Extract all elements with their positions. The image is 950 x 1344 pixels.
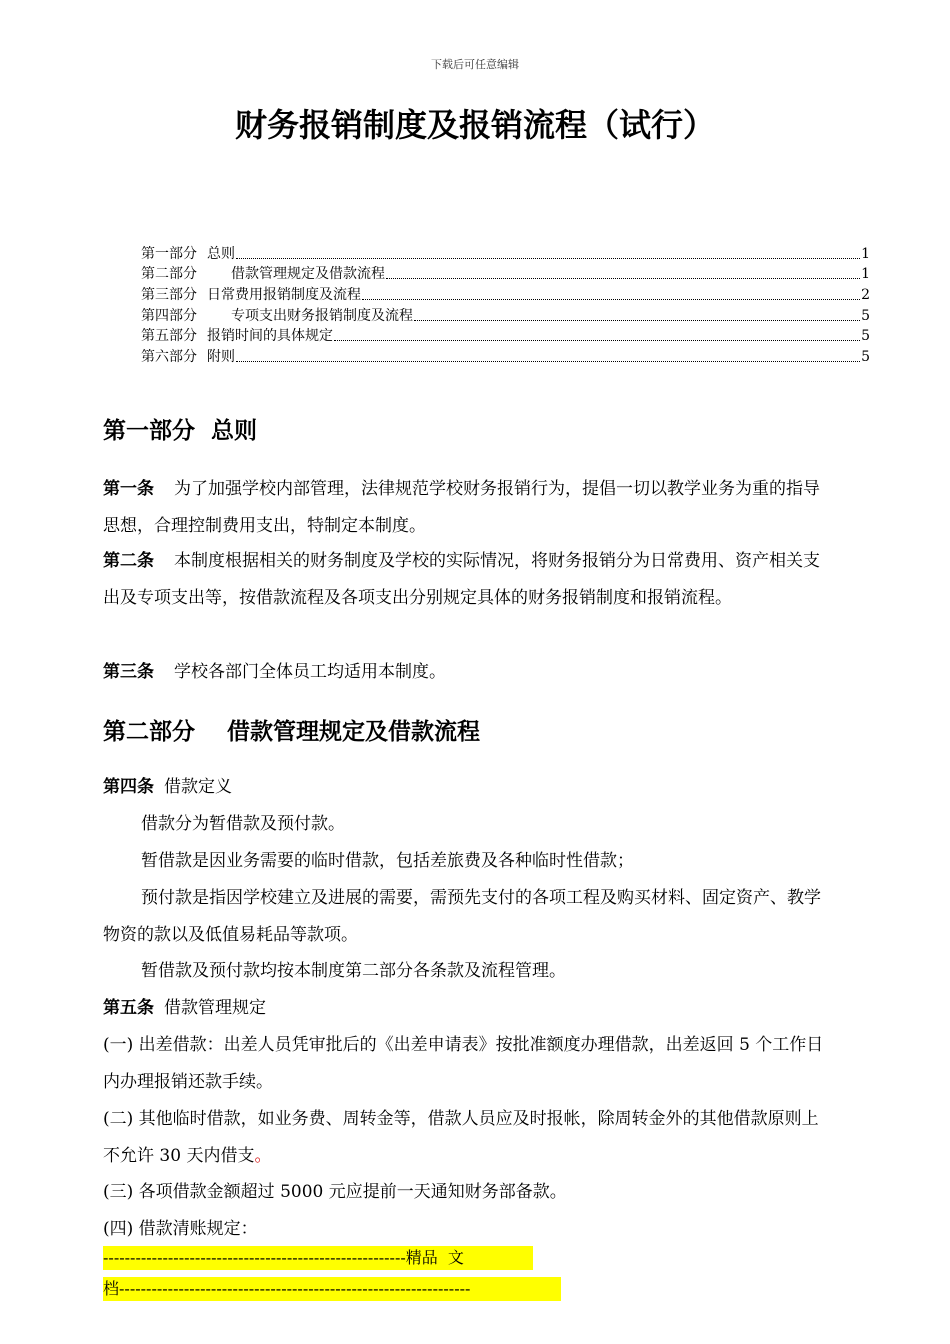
article-label: 第二条 bbox=[103, 551, 154, 571]
article-text: 为了加强学校内部管理，法律规范学校财务报销行为，提倡一切以教学业务为重的指导思想，合理控制费用支出，特制定本制度。 bbox=[103, 479, 820, 536]
article-text: 借款管理规定 bbox=[164, 998, 266, 1018]
article-1 bbox=[103, 471, 833, 545]
paragraph: 预付款是指因学校建立及进展的需要，需预先支付的各项工程及购买材料、固定资产、教学物资的款以及低值易耗品等款项。 bbox=[103, 888, 821, 945]
footer-line-1: --------------------------------------------------------精品 文 bbox=[103, 1246, 533, 1270]
toc-section-name: 附则 bbox=[207, 349, 235, 366]
toc-dot-leader bbox=[386, 277, 860, 279]
article-4 bbox=[103, 769, 833, 806]
toc-section-name: 总则 bbox=[207, 245, 235, 262]
article-text: 借款定义 bbox=[164, 777, 232, 797]
toc-section-name: 日常费用报销制度及流程 bbox=[207, 287, 361, 304]
article-2 bbox=[103, 543, 833, 617]
toc-row[interactable] bbox=[141, 305, 870, 326]
header-note: 下载后可任意编辑 bbox=[431, 58, 519, 71]
toc-section-name: 报销时间的具体规定 bbox=[207, 328, 333, 345]
toc-page-number: 5 bbox=[861, 307, 870, 324]
toc-part-label: 第二部分 bbox=[141, 266, 197, 283]
toc-page-number: 5 bbox=[861, 328, 870, 345]
footer-line-2: 档----------------------------------------------------------------- bbox=[103, 1277, 561, 1301]
paragraph: 暂借款及预付款均按本制度第二部分各条款及流程管理。 bbox=[141, 961, 566, 981]
toc-row[interactable] bbox=[141, 243, 870, 264]
toc-part-label: 第三部分 bbox=[141, 287, 197, 304]
toc-part-label: 第一部分 bbox=[141, 245, 197, 262]
table-of-contents bbox=[141, 243, 870, 367]
toc-page-number: 2 bbox=[861, 287, 870, 304]
toc-row[interactable] bbox=[141, 264, 870, 285]
toc-dot-leader bbox=[236, 360, 860, 362]
toc-section-name: 专项支出财务报销制度及流程 bbox=[231, 307, 413, 324]
list-item-3: (三) 各项借款金额超过 5000 元应提前一天通知财务部备款。 bbox=[103, 1182, 567, 1202]
list-item-4: (四) 借款清账规定： bbox=[103, 1219, 258, 1239]
article-3 bbox=[103, 654, 833, 691]
article-5 bbox=[103, 990, 833, 1027]
toc-dot-leader bbox=[236, 257, 860, 259]
toc-part-label: 第四部分 bbox=[141, 307, 197, 324]
article-label: 第三条 bbox=[103, 662, 154, 682]
toc-row[interactable] bbox=[141, 284, 870, 305]
toc-page-number: 5 bbox=[861, 349, 870, 366]
document-title: 财务报销制度及报销流程（试行） bbox=[234, 106, 715, 144]
article-label: 第一条 bbox=[103, 479, 154, 499]
section-heading-2: 第二部分 借款管理规定及借款流程 bbox=[103, 719, 481, 745]
paragraph: 借款分为暂借款及预付款。 bbox=[141, 814, 345, 834]
article-label: 第五条 bbox=[103, 998, 154, 1018]
toc-page-number: 1 bbox=[861, 245, 870, 262]
red-period: 。 bbox=[254, 1146, 272, 1166]
list-item-1: (一) 出差借款：出差人员凭审批后的《出差申请表》按批准额度办理借款，出差返回 5 个工作日内办理报销还款手续。 bbox=[103, 1035, 824, 1092]
toc-dot-leader bbox=[414, 319, 860, 321]
toc-page-number: 1 bbox=[861, 266, 870, 283]
list-item-2 bbox=[103, 1101, 833, 1175]
section-heading-1: 第一部分 总则 bbox=[103, 418, 258, 444]
footer-watermark bbox=[103, 1246, 561, 1308]
toc-dot-leader bbox=[334, 339, 860, 341]
article-label: 第四条 bbox=[103, 777, 154, 797]
article-text: 学校各部门全体员工均适用本制度。 bbox=[174, 662, 446, 682]
article-text: 本制度根据相关的财务制度及学校的实际情况，将财务报销分为日常费用、资产相关支出及专项支出等，按借款流程及各项支出分别规定具体的财务报销制度和报销流程。 bbox=[103, 551, 820, 608]
toc-part-label: 第六部分 bbox=[141, 349, 197, 366]
toc-dot-leader bbox=[362, 298, 860, 300]
toc-row[interactable] bbox=[141, 346, 870, 367]
toc-section-name: 借款管理规定及借款流程 bbox=[231, 266, 385, 283]
paragraph: 暂借款是因业务需要的临时借款，包括差旅费及各种临时性借款； bbox=[141, 851, 634, 871]
toc-row[interactable] bbox=[141, 326, 870, 347]
list-item-text: (二) 其他临时借款，如业务费、周转金等，借款人员应及时报帐，除周转金外的其他借款原则上不允许 30 天内借支 bbox=[103, 1109, 819, 1166]
toc-part-label: 第五部分 bbox=[141, 328, 197, 345]
